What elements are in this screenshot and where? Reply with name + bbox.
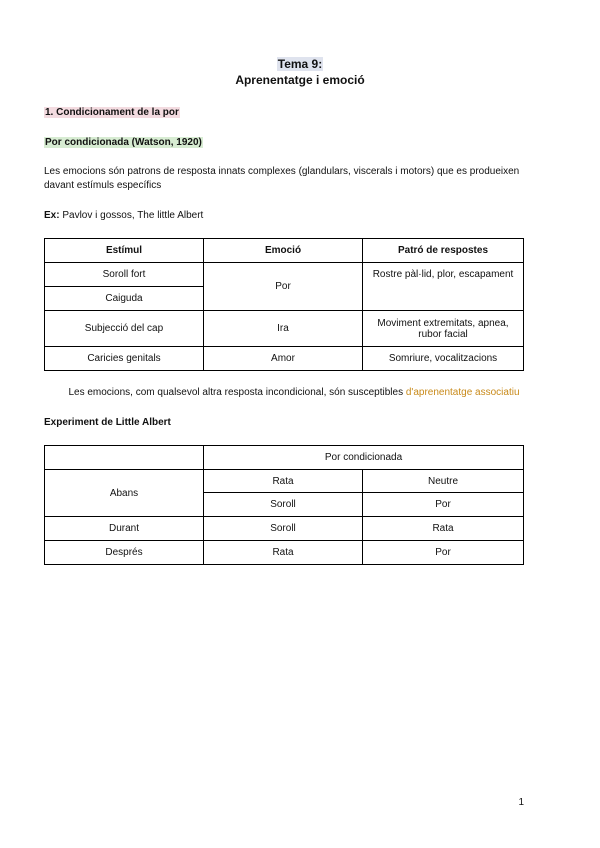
cell-stimulus: Soroll fort [45,263,204,287]
cell-stimulus: Subjecció del cap [45,311,204,347]
cell-value: Soroll [204,493,363,517]
header-estimul: Estímul [45,239,204,263]
intro-paragraph: Les emocions són patrons de resposta innats complexes (glandulars, viscerals i motors) que es produeixen davant estímuls específics [44,166,520,191]
little-albert-table [44,445,524,565]
row-label-abans: Abans [45,470,204,517]
emotions-table [44,238,524,371]
cell-pattern: Somriure, vocalitzacions [363,347,524,371]
subsection-heading [44,137,203,148]
table-header-row [45,446,524,470]
cell-value: Neutre [363,470,524,493]
cell-stimulus: Caiguda [45,287,204,311]
cell-pattern: Moviment extremitats, apnea, rubor facial [363,311,524,347]
cell-value: Rata [363,517,524,541]
section-heading [44,107,180,118]
title-line-2: Aprenentatge i emoció [235,73,365,87]
header-patro: Patró de respostes [363,239,524,263]
cell-stimulus: Caricies genitals [45,347,204,371]
subsection-heading-text: Por condicionada (Watson, 1920) [45,137,202,148]
cell-emotion: Ira [204,311,363,347]
example-label: Ex: [44,210,60,221]
empty-header-cell [45,446,204,470]
row-label-despres: Després [45,541,204,565]
table-row [45,541,524,565]
table-row [45,470,524,493]
cell-value: Por [363,541,524,565]
header-emocio: Emoció [204,239,363,263]
cell-pattern: Rostre pàl·lid, plor, escapament [363,263,524,311]
note-text: Les emocions, com qualsevol altra resposta incondicional, són susceptibles [68,387,406,398]
cell-emotion: Amor [204,347,363,371]
example-line [44,209,544,223]
cell-value: Soroll [204,517,363,541]
cell-emotion: Por [204,263,363,311]
table-row [45,263,524,287]
note-highlight: d'aprenentatge associatiu [405,387,520,398]
table-row [45,347,524,371]
cell-value: Rata [204,541,363,565]
page-number: 1 [518,797,524,808]
table-row [45,517,524,541]
title-line-1 [0,57,600,71]
title-block [0,57,600,87]
example-text: Pavlov i gossos, The little Albert [59,210,204,221]
title-line-1-text: Tema 9: [277,57,323,71]
table-row [45,311,524,347]
row-label-durant: Durant [45,517,204,541]
table-header-row [45,239,524,263]
section-heading-text: 1. Condicionament de la por [45,107,179,118]
note-paragraph [44,386,544,400]
cell-value: Rata [204,470,363,493]
header-por-condicionada: Por condicionada [204,446,524,470]
cell-value: Por [363,493,524,517]
experiment-heading: Experiment de Little Albert [44,417,171,428]
